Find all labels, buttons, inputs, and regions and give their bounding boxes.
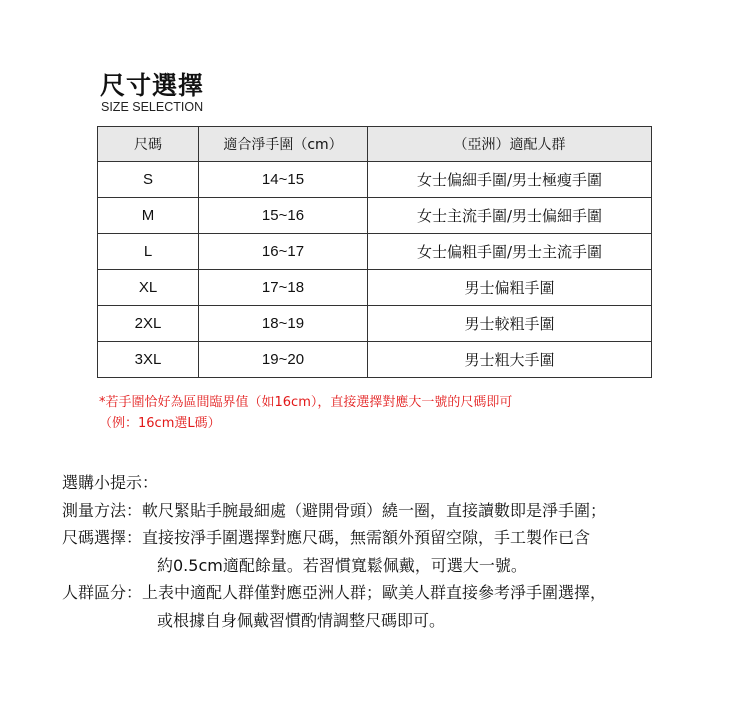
table-row	[98, 198, 652, 234]
page-title: 尺寸選擇	[100, 71, 205, 100]
tip-measure-label: 測量方法：	[62, 500, 143, 520]
tip-measure	[62, 497, 606, 525]
tip-group-text-1: 上表中適配人群僅對應亞洲人群；歐美人群直接參考淨手圍選擇，	[142, 583, 607, 602]
range-cell: 15~16	[199, 198, 368, 234]
size-cell: L	[98, 234, 199, 270]
size-cell: XL	[98, 270, 199, 306]
tip-size-text-2: 約0.5cm適配餘量。若習慣寬鬆佩戴，可選大一號。	[157, 555, 527, 575]
range-cell: 14~15	[199, 162, 368, 198]
table-row	[98, 342, 652, 378]
tip-measure-text: 軟尺緊貼手腕最細處（避開骨頭）繞一圈，直接讀數即是淨手圍；	[142, 500, 607, 520]
size-cell: 3XL	[98, 342, 199, 378]
table-row	[98, 270, 652, 306]
header-group: （亞洲）適配人群	[368, 127, 652, 162]
tip-size-text-1: 直接按淨手圍選擇對應尺碼，無需額外預留空隙，手工製作已含	[142, 528, 591, 547]
range-cell: 16~17	[199, 234, 368, 270]
group-cell: 女士偏細手圍/男士極瘦手圍	[368, 162, 652, 198]
header-range: 適合淨手圍（cm）	[199, 127, 368, 162]
group-cell: 男士偏粗手圍	[368, 270, 652, 306]
tips-heading: 選購小提示：	[62, 473, 159, 492]
note-line-2: （例：16cm選L碼）	[99, 416, 221, 431]
boundary-note	[99, 392, 512, 434]
page-subtitle: SIZE SELECTION	[101, 100, 204, 114]
buying-tips	[62, 469, 606, 634]
range-cell: 17~18	[199, 270, 368, 306]
tip-group-text-2: 或根據自身佩戴習慣酌情調整尺碼即可。	[157, 610, 446, 630]
tip-size	[62, 524, 606, 552]
group-cell: 女士主流手圍/男士偏細手圍	[368, 198, 652, 234]
size-table	[97, 126, 652, 378]
range-cell: 18~19	[199, 306, 368, 342]
table-row	[98, 162, 652, 198]
note-line-1: *若手圍恰好為區間臨界值（如16cm），直接選擇對應大一號的尺碼即可	[99, 395, 513, 410]
size-cell: S	[98, 162, 199, 198]
table-row	[98, 306, 652, 342]
group-cell: 女士偏粗手圍/男士主流手圍	[368, 234, 652, 270]
table-row	[98, 234, 652, 270]
range-cell: 19~20	[199, 342, 368, 378]
header-size: 尺碼	[98, 127, 199, 162]
size-cell: M	[98, 198, 199, 234]
tip-group	[62, 579, 606, 607]
table-header-row	[98, 127, 652, 162]
tip-group-label: 人群區分：	[62, 583, 143, 602]
group-cell: 男士粗大手圍	[368, 342, 652, 378]
tip-size-label: 尺碼選擇：	[62, 528, 143, 547]
group-cell: 男士較粗手圍	[368, 306, 652, 342]
size-cell: 2XL	[98, 306, 199, 342]
